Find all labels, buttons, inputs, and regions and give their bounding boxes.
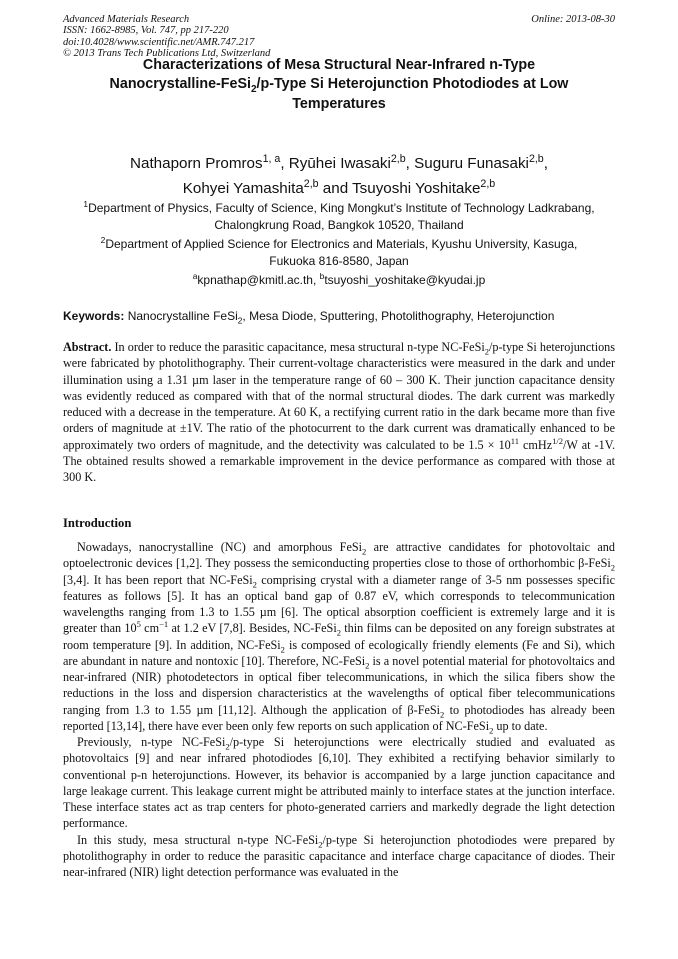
email-link-a: kpnathap@kmitl.ac.th, [197, 273, 320, 287]
author-line-1: Nathaporn Promros$^{1, a}$, Ryūhei Iwasaki$^{2,b}$, Suguru Funasaki$^{2,b}$, [130, 152, 548, 172]
keywords: Keywords: Nanocrystalline FeSi$_2$, Mesa Diode, Sputtering, Photolithography, Heterojunction [63, 309, 555, 326]
copyright-line: © 2013 Trans Tech Publications Ltd, Switzerland [63, 47, 271, 59]
paragraph: In this study, mesa structural n-type NC-FeSi$_2$/p-type Si heterojunction photodiodes were prepared by photolithography in order to reduce the parasitic capacitance and interface charge capacitance of diodes. Their near-infrared (NIR) light detection performance was evaluated in the [63, 832, 616, 879]
author-emails: $^a$kpnathap@kmitl.ac.th, $^b$tsuyoshi_yoshitake@kyudai.jp [192, 271, 486, 287]
introduction-body [63, 539, 615, 880]
journal-header [63, 14, 270, 59]
paragraph: Previously, n-type NC-FeSi$_2$/p-type Si heterojunctions were electrically studied and evaluated as photovoltaics [9] and near infrared photodiodes [6,10]. They exhibited a rectifying behavior similarly to conventional p-n heterojunctions. However, its behavior is accompanied by a large junction capacitance and large leakage current. This leakage current might be attributed mainly to interface states at the junction interface. These interface states act as trap centers for photo-generated carriers and markedly degrade the light detection performance. [63, 735, 615, 831]
section-heading-introduction: Introduction [63, 516, 132, 530]
title-line-1: Characterizations of Mesa Structural Near-Infrared n-Type [142, 57, 536, 73]
author-line-2: Kohyei Yamashita$^{2,b}$ and Tsuyoshi Yoshitake$^{2,b}$ [182, 177, 496, 197]
abstract: Abstract. In order to reduce the parasitic capacitance, mesa structural n-type NC-FeSi$_2$/p-type Si heterojunctions were fabricated by photolithography. Their current-voltage characteristics were measured in the dark and under illumination using a 1.31 µm laser in the temperature range of 60 – 300 K. Their junction capacitance density was evidently reduced as compared with that of the normal structural diodes. The dark current was markedly reduced with a decrease in the temperature. At 60 K, a rectifying current ratio in the dark became more than five orders of magnitude at ±1V. The ratio of the photocurrent to the dark current was dramatically enhanced to be approximately two orders of magnitude, and the detectivity was calculated to be $1.5 \times 10^{11}$ cmHz$^{1/2}$/W at -1V. The obtained results showed a remarkable improvement in the device performance as compared with those at 300 K. [63, 340, 616, 484]
abstract-label: Abstract. [63, 340, 112, 354]
title-line-3: Temperatures [292, 95, 386, 112]
title-line-2: Nanocrystalline-FeSi$_2$/p-Type Si Heterojunction Photodiodes at Low [109, 76, 569, 96]
affiliation-1: $^1$Department of Physics, Faculty of Science, King Mongkut’s Institute of Technology Ladkrabang, Chalongkrung Road, Bangkok 10520, Thailand [83, 199, 595, 232]
keywords-label: Keywords: [63, 309, 125, 323]
paragraph: Nowadays, nanocrystalline (NC) and amorphous FeSi$_2$ are attractive candidates for photovoltaic and optoelectronic devices [1,2]. They possess the semiconducting properties close to those of orthorhombic β-FeSi$_2$ [3,4]. It has been report that NC-FeSi$_2$ comprising crystal with a diameter range of 3-5 nm possesses specific features as follows [5]. It has an optical band gap of 0.87 eV, which corresponds to telecommunication wavelengths ranging from 1.3 to 1.55 µm [6]. The optical absorption coefficient is extremely large and it is greater than $10^5$ $cm^{-1}$ at 1.2 eV [7,8]. Besides, NC-FeSi$_2$ thin films can be deposited on any foreign substrates at room temperature [9]. In addition, NC-FeSi$_2$ is composed of ecologically friendly elements (Fe and Si), which are abundant in nature and nontoxic [10]. Therefore, NC-FeSi$_2$ is a novel potential material for photovoltaics and near-infrared (NIR) photodetectors in optical fiber telecommunications, in which the silica fibers show the reductions in the loss and dispersion characteristics at the wavelengths of optical fiber telecommunications ranging from 1.3 to 1.55 µm [11,12]. Although the application of β-FeSi$_2$ to photodiodes has already been reported [13,14], there have ever been only few reports on such application of NC-FeSi$_2$ up to date. [63, 540, 616, 736]
doi-line: doi:10.4028/www.scientific.net/AMR.747.217 [63, 36, 255, 48]
issn-line: ISSN: 1662-8985, Vol. 747, pp 217-220 [63, 25, 229, 37]
email-link-b: tsuyoshi_yoshitake@kyudai.jp [324, 273, 486, 287]
online-date: Online: 2013-08-30 [531, 14, 615, 25]
author-list [63, 151, 615, 201]
affiliation-2: $^2$Department of Applied Science for Electronics and Materials, Kyushu University, Kasuga, Fukuoka 816-8580, Japan [100, 235, 578, 268]
journal-name: Advanced Materials Research [63, 14, 190, 25]
paper-title [63, 56, 615, 114]
